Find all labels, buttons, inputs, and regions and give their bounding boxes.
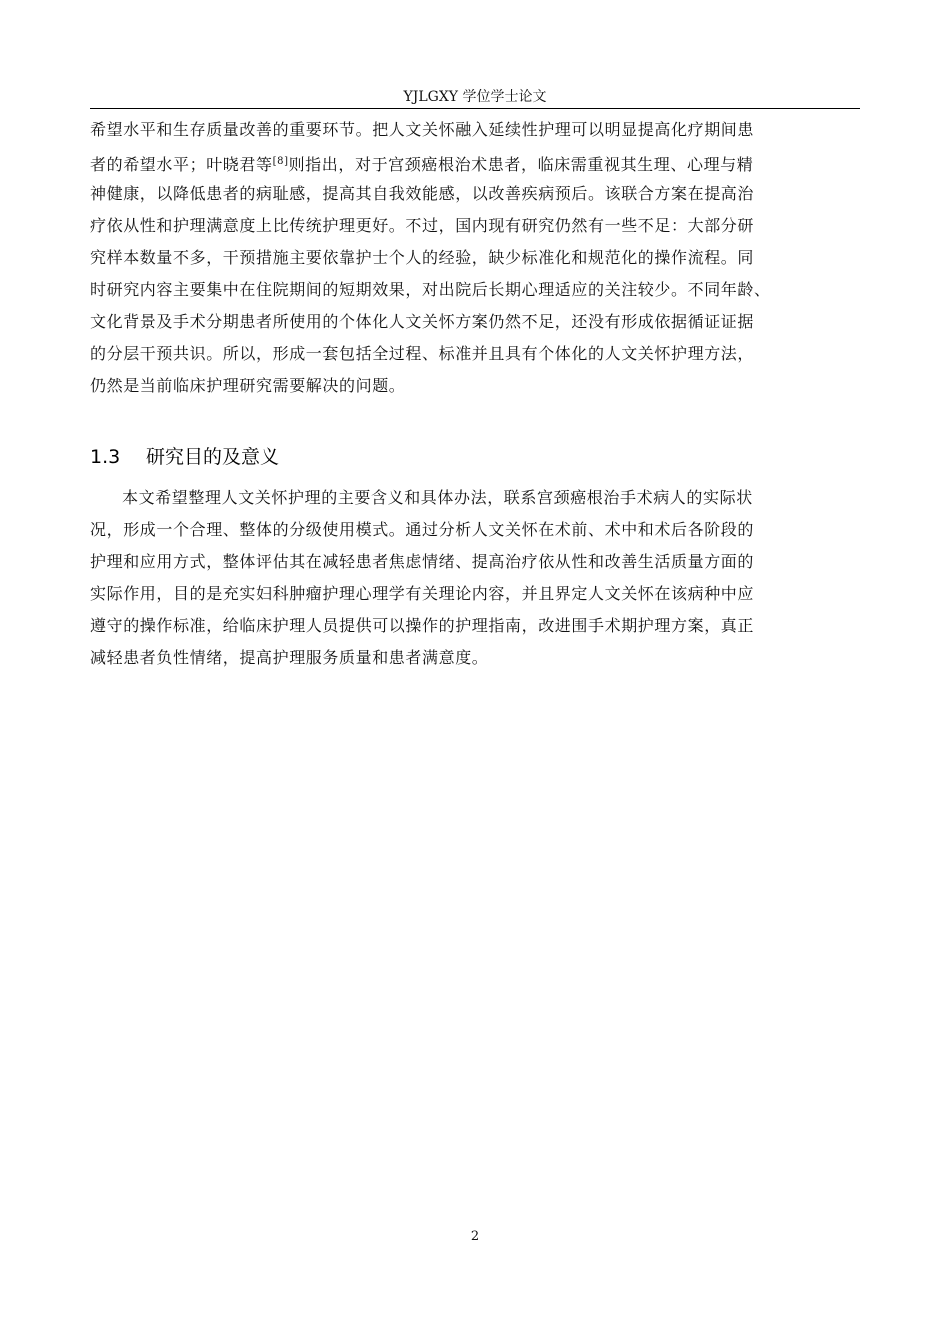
- running-header: [90, 88, 860, 109]
- paragraph-line: 究样本数量不多，干预措施主要依靠护士个人的经验，缺少标准化和规范化的操作流程。同: [90, 248, 755, 267]
- paragraph-line: 时研究内容主要集中在住院期间的短期效果，对出院后长期心理适应的关注较少。不同年龄、: [90, 280, 771, 299]
- paragraph-line: 实际作用，目的是充实妇科肿瘤护理心理学有关理论内容，并且界定人文关怀在该病种中应: [90, 584, 755, 603]
- paragraph-line: 减轻患者负性情绪，提高护理服务质量和患者满意度。: [90, 648, 489, 667]
- citation-reference[interactable]: [8]: [272, 156, 289, 167]
- header-title: YJLGXY 学位学士论文: [403, 89, 547, 105]
- paragraph-1: [90, 114, 862, 402]
- paragraph-line: 况，形成一个合理、整体的分级使用模式。通过分析人文关怀在术前、术中和术后各阶段的: [90, 520, 755, 539]
- paragraph-line: 希望水平和生存质量改善的重要环节。把人文关怀融入延续性护理可以明显提高化疗期间患: [90, 120, 755, 139]
- paragraph-line-with-citation: [90, 146, 862, 178]
- paragraph-2: [90, 482, 862, 674]
- paragraph-line: 遵守的操作标准，给临床护理人员提供可以操作的护理指南，改进围手术期护理方案，真正: [90, 616, 755, 635]
- paragraph-line: 本文希望整理人文关怀护理的主要含义和具体办法，联系宫颈癌根治手术病人的实际状: [122, 488, 753, 507]
- paragraph-line: 仍然是当前临床护理研究需要解决的问题。: [90, 376, 406, 395]
- paragraph-line: 疗依从性和护理满意度上比传统护理更好。不过，国内现有研究仍然有一些不足：大部分研: [90, 216, 755, 235]
- paragraph-text: 则指出，对于宫颈癌根治术患者，临床需重视其生理、心理与精: [288, 155, 754, 174]
- section-title: 研究目的及意义: [146, 446, 280, 468]
- paragraph-line: 护理和应用方式，整体评估其在减轻患者焦虑情绪、提高治疗依从性和改善生活质量方面的: [90, 552, 755, 571]
- paragraph-line: 文化背景及手术分期患者所使用的个体化人文关怀方案仍然不足，还没有形成依据循证证据: [90, 312, 755, 331]
- page-number: 2: [470, 1229, 480, 1244]
- section-heading: [90, 442, 279, 472]
- paragraph-text: 者的希望水平；叶晓君等: [90, 155, 273, 174]
- page-footer: [0, 1228, 950, 1246]
- paragraph-line: 的分层干预共识。所以，形成一套包括全过程、标准并且具有个体化的人文关怀护理方法，: [90, 344, 755, 363]
- paragraph-line: 神健康，以降低患者的病耻感，提高其自我效能感，以改善疾病预后。该联合方案在提高治: [90, 184, 755, 203]
- section-number: 1.3: [90, 446, 121, 468]
